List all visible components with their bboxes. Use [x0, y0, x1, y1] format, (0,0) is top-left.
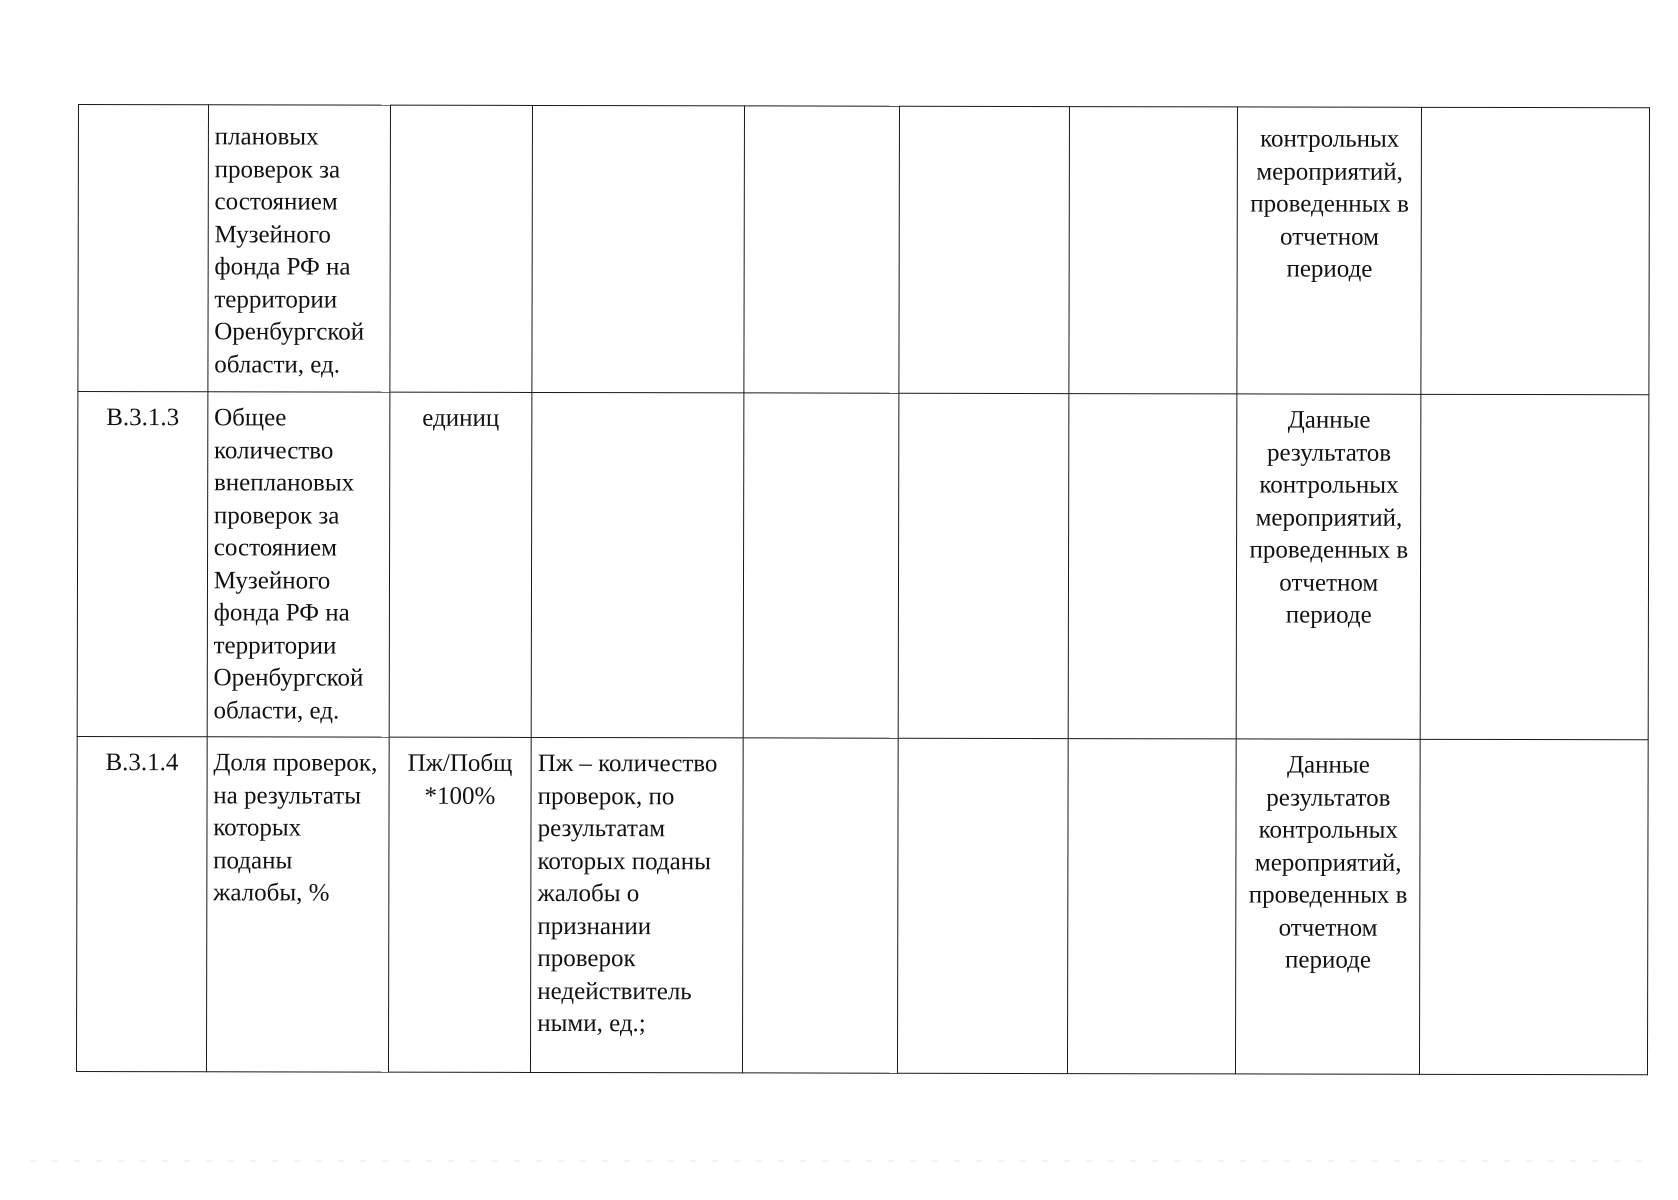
empty-cell	[1421, 107, 1649, 394]
indicator-name-cell	[208, 105, 390, 392]
indicator-code-cell	[77, 392, 207, 737]
indicator-name: плановых проверок за состоянием Музейного фонда РФ на территории Оренбургской области, ед.	[214, 123, 365, 379]
formula-text: Пж/Побщ *100%	[407, 749, 513, 810]
empty-cell	[1069, 107, 1238, 394]
data-source: контрольных мероприятий, проведенных в отчетном периоде	[1250, 125, 1409, 283]
scan-artifact	[30, 1160, 1650, 1162]
data-source-cell	[1236, 394, 1421, 739]
indicator-code-cell	[76, 736, 206, 1071]
formula-description-cell	[532, 105, 744, 392]
empty-cell	[1068, 394, 1237, 739]
data-source: Данные результатов контрольных мероприятий, проведенных в отчетном периоде	[1249, 406, 1409, 629]
formula-cell	[389, 392, 532, 737]
indicators-table	[76, 104, 1650, 1075]
data-source: Данные результатов контрольных мероприятий, проведенных в отчетном периоде	[1248, 751, 1408, 974]
empty-cell	[743, 393, 899, 738]
formula-description-cell	[531, 737, 743, 1072]
indicator-code: В.3.1.4	[105, 749, 179, 777]
empty-cell	[1068, 739, 1237, 1074]
empty-cell	[899, 106, 1070, 393]
indicator-code: В.3.1.3	[106, 404, 180, 432]
formula-cell	[388, 737, 531, 1072]
formula-cell	[390, 105, 533, 392]
empty-cell	[744, 106, 900, 393]
data-source-cell	[1236, 739, 1421, 1074]
formula-description: Пж – количество проверок, по результатам которых поданы жалобы о признании проверок недействитель ными, ед.;	[537, 749, 718, 1038]
indicator-name-cell	[207, 392, 390, 737]
indicator-code-cell	[78, 105, 208, 392]
empty-cell	[898, 738, 1069, 1073]
indicator-name: Доля проверок, на результаты которых поданы жалобы, %	[213, 749, 378, 907]
indicator-name-cell	[206, 737, 389, 1072]
empty-cell	[1420, 394, 1648, 739]
table-row	[76, 736, 1648, 1074]
empty-cell	[742, 738, 898, 1073]
empty-cell	[1420, 739, 1648, 1074]
formula-text: единиц	[422, 404, 500, 432]
data-source-cell	[1237, 107, 1422, 394]
indicator-name: Общее количество внеплановых проверок за состоянием Музейного фонда РФ на территории Оренбургской области, ед.	[213, 404, 364, 725]
empty-cell	[898, 393, 1069, 738]
formula-description-cell	[531, 392, 743, 737]
table-row	[78, 105, 1650, 395]
table-row	[77, 392, 1649, 740]
